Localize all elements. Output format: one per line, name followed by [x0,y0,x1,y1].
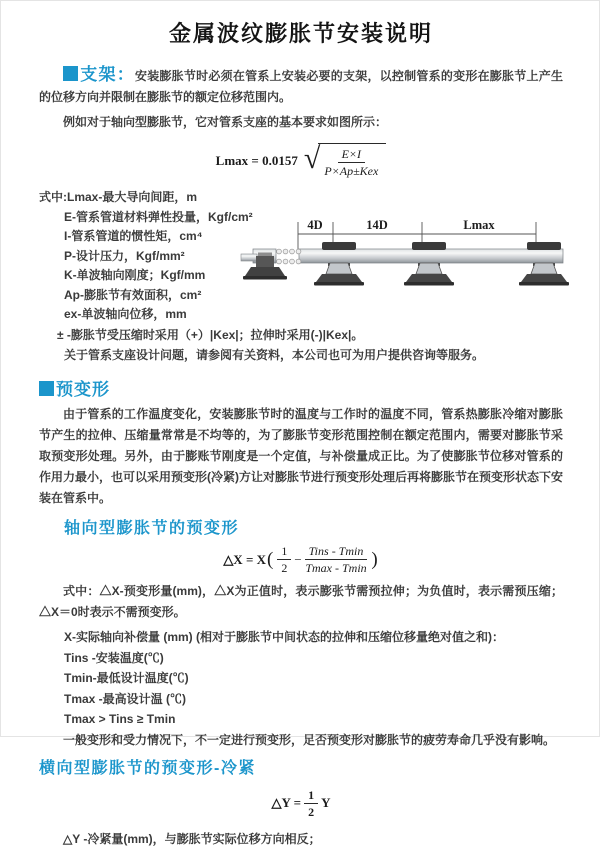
half-denominator: 2 [281,561,288,575]
consult-note: 关于管系支座设计问题，请参阅有关资料，本公司也可为用户提供咨询等服务。 [64,347,485,362]
support-intro-paragraph [39,64,563,108]
bellows-icon [277,249,301,264]
temp-fraction-denominator: Tmax - Tmin [305,561,367,575]
lateral-denominator: 2 [308,804,315,819]
lmax-formula [39,143,563,178]
lateral-subheading: 横向型膨胀节的预变形-冷紧 [39,759,256,777]
pipe-support [404,242,454,286]
dim-label-14d: 14D [366,218,388,232]
pipe-support [519,242,569,286]
axial-item: X-实际轴向补偿量 (mm) (相对于膨胀节中间状态的拉伸和压缩位移量绝对值之和)： [64,630,504,644]
predeform-section-heading [39,375,563,400]
axial-item: Tins -安装温度(℃) [64,650,164,665]
axial-explain-paragraph: 式中：△X-预变形量(mm)，△X为正值时，表示膨张节需预拉伸；为负值时，表示需预压缩；△X＝0时表示不需预变形。 [39,584,563,619]
radical-sign-icon: √ [303,142,321,175]
page-title: 金属波纹膨胀节安装说明 [168,21,433,46]
lmax-fraction-denominator: P×Ap±Kex [324,164,379,178]
definition-line: I-管系管道的惯性矩，cm⁴ [64,229,203,243]
blue-square-icon [63,66,78,81]
dim-label-lmax: Lmax [463,218,495,232]
blue-square-icon [39,381,54,396]
support-section-heading [63,65,135,84]
dim-label-4d: 4D [307,218,323,232]
support-intro-text: 安装膨胀节时必须在管系上安装必要的支架，以控制管系的变形在膨胀节上产生的位移方向并限制在膨胀节的额定位移范围内。 [39,69,563,104]
temperature-fraction [305,544,368,575]
definition-line: ex-单波轴向位移，mm [64,307,187,321]
axial-formula-lhs: △X = X [223,551,266,567]
lateral-note: △Y -冷紧量(mm)，与膨胀节实际位移方向相反； [63,831,321,846]
pipe-segment [299,249,563,263]
half-fraction [277,544,291,575]
pipe-support-diagram [241,216,603,308]
predeform-heading-label: 预变形 [56,380,110,399]
definition-line: Ap-膨胀节有效面积，cm² [64,287,202,302]
definitions-and-diagram [39,188,563,326]
close-paren: ) [371,549,378,570]
minus-sign: − [294,551,302,567]
definition-line: P-设计压力，Kgf/mm² [64,248,185,263]
lateral-formula-rhs: Y [321,795,331,810]
definition-line: E-管系管道材料弹性投量，Kgf/cm² [64,209,253,224]
axial-note: 一般变形和受力情况下，不一定进行预变形，足否预变形对膨胀节的疲劳寿命几乎没有影响。 [63,732,556,747]
support-example-line: 例如对于轴向型膨胀节，它对管系支座的基本要求如图所示： [63,115,388,129]
plus-minus-note: ± -膨胀节受压缩时采用（+）|Kex|；拉伸时采用(-)|Kex|。 [57,328,364,342]
predeform-paragraph: 由于管系的工作温度变化，安装膨胀节时的温度与工作时的温度不同，管系热膨胀冷缩对膨胀节产生的拉伸、压缩量常常是不均等的，为了膨胀节变形范围控制在额定范围内，需要对膨胀节采取预变形处理。另外，由于膨账节刚度是一个定值，与补偿量成正比。为了使膨胀节位移对管系的作用力最小，也可以采用预变形(冷紧)方让对膨胀节进行预变形处理后再将膨胀节在预变形状态下安装在管系中。 [39,407,563,505]
lmax-formula-lhs: Lmax = 0.0157 [215,152,298,168]
support-heading-label: 支架： [80,65,135,84]
axial-item: Tmin-最低设计温度(℃) [64,671,189,685]
definition-line: K-单波轴向刚度；Kgf/mm [64,268,206,282]
axial-formula [39,544,563,575]
lmax-fraction-numerator: E×I [338,147,365,163]
half-numerator: 1 [277,544,291,560]
axial-subheading: 轴向型膨胀节的预变形 [64,520,240,537]
temp-fraction-numerator: Tins - Tmin [305,544,368,560]
sqrt-radical [304,143,386,178]
axial-items [39,627,563,730]
open-paren: ( [267,549,274,570]
lmax-fraction [324,147,378,178]
lateral-formula-lhs: △Y = [271,795,302,810]
pipe-stub [241,254,257,261]
definition-line: 式中:Lmax-最大导向间距，m [39,190,198,204]
pipe-support [314,242,364,286]
axial-item: Tmax > Tins ≥ Tmin [64,712,176,726]
lateral-formula [39,788,563,819]
lateral-numerator: 1 [304,788,318,804]
axial-item: Tmax -最高设计温 (℃) [64,691,187,706]
lateral-half-fraction [304,788,318,819]
